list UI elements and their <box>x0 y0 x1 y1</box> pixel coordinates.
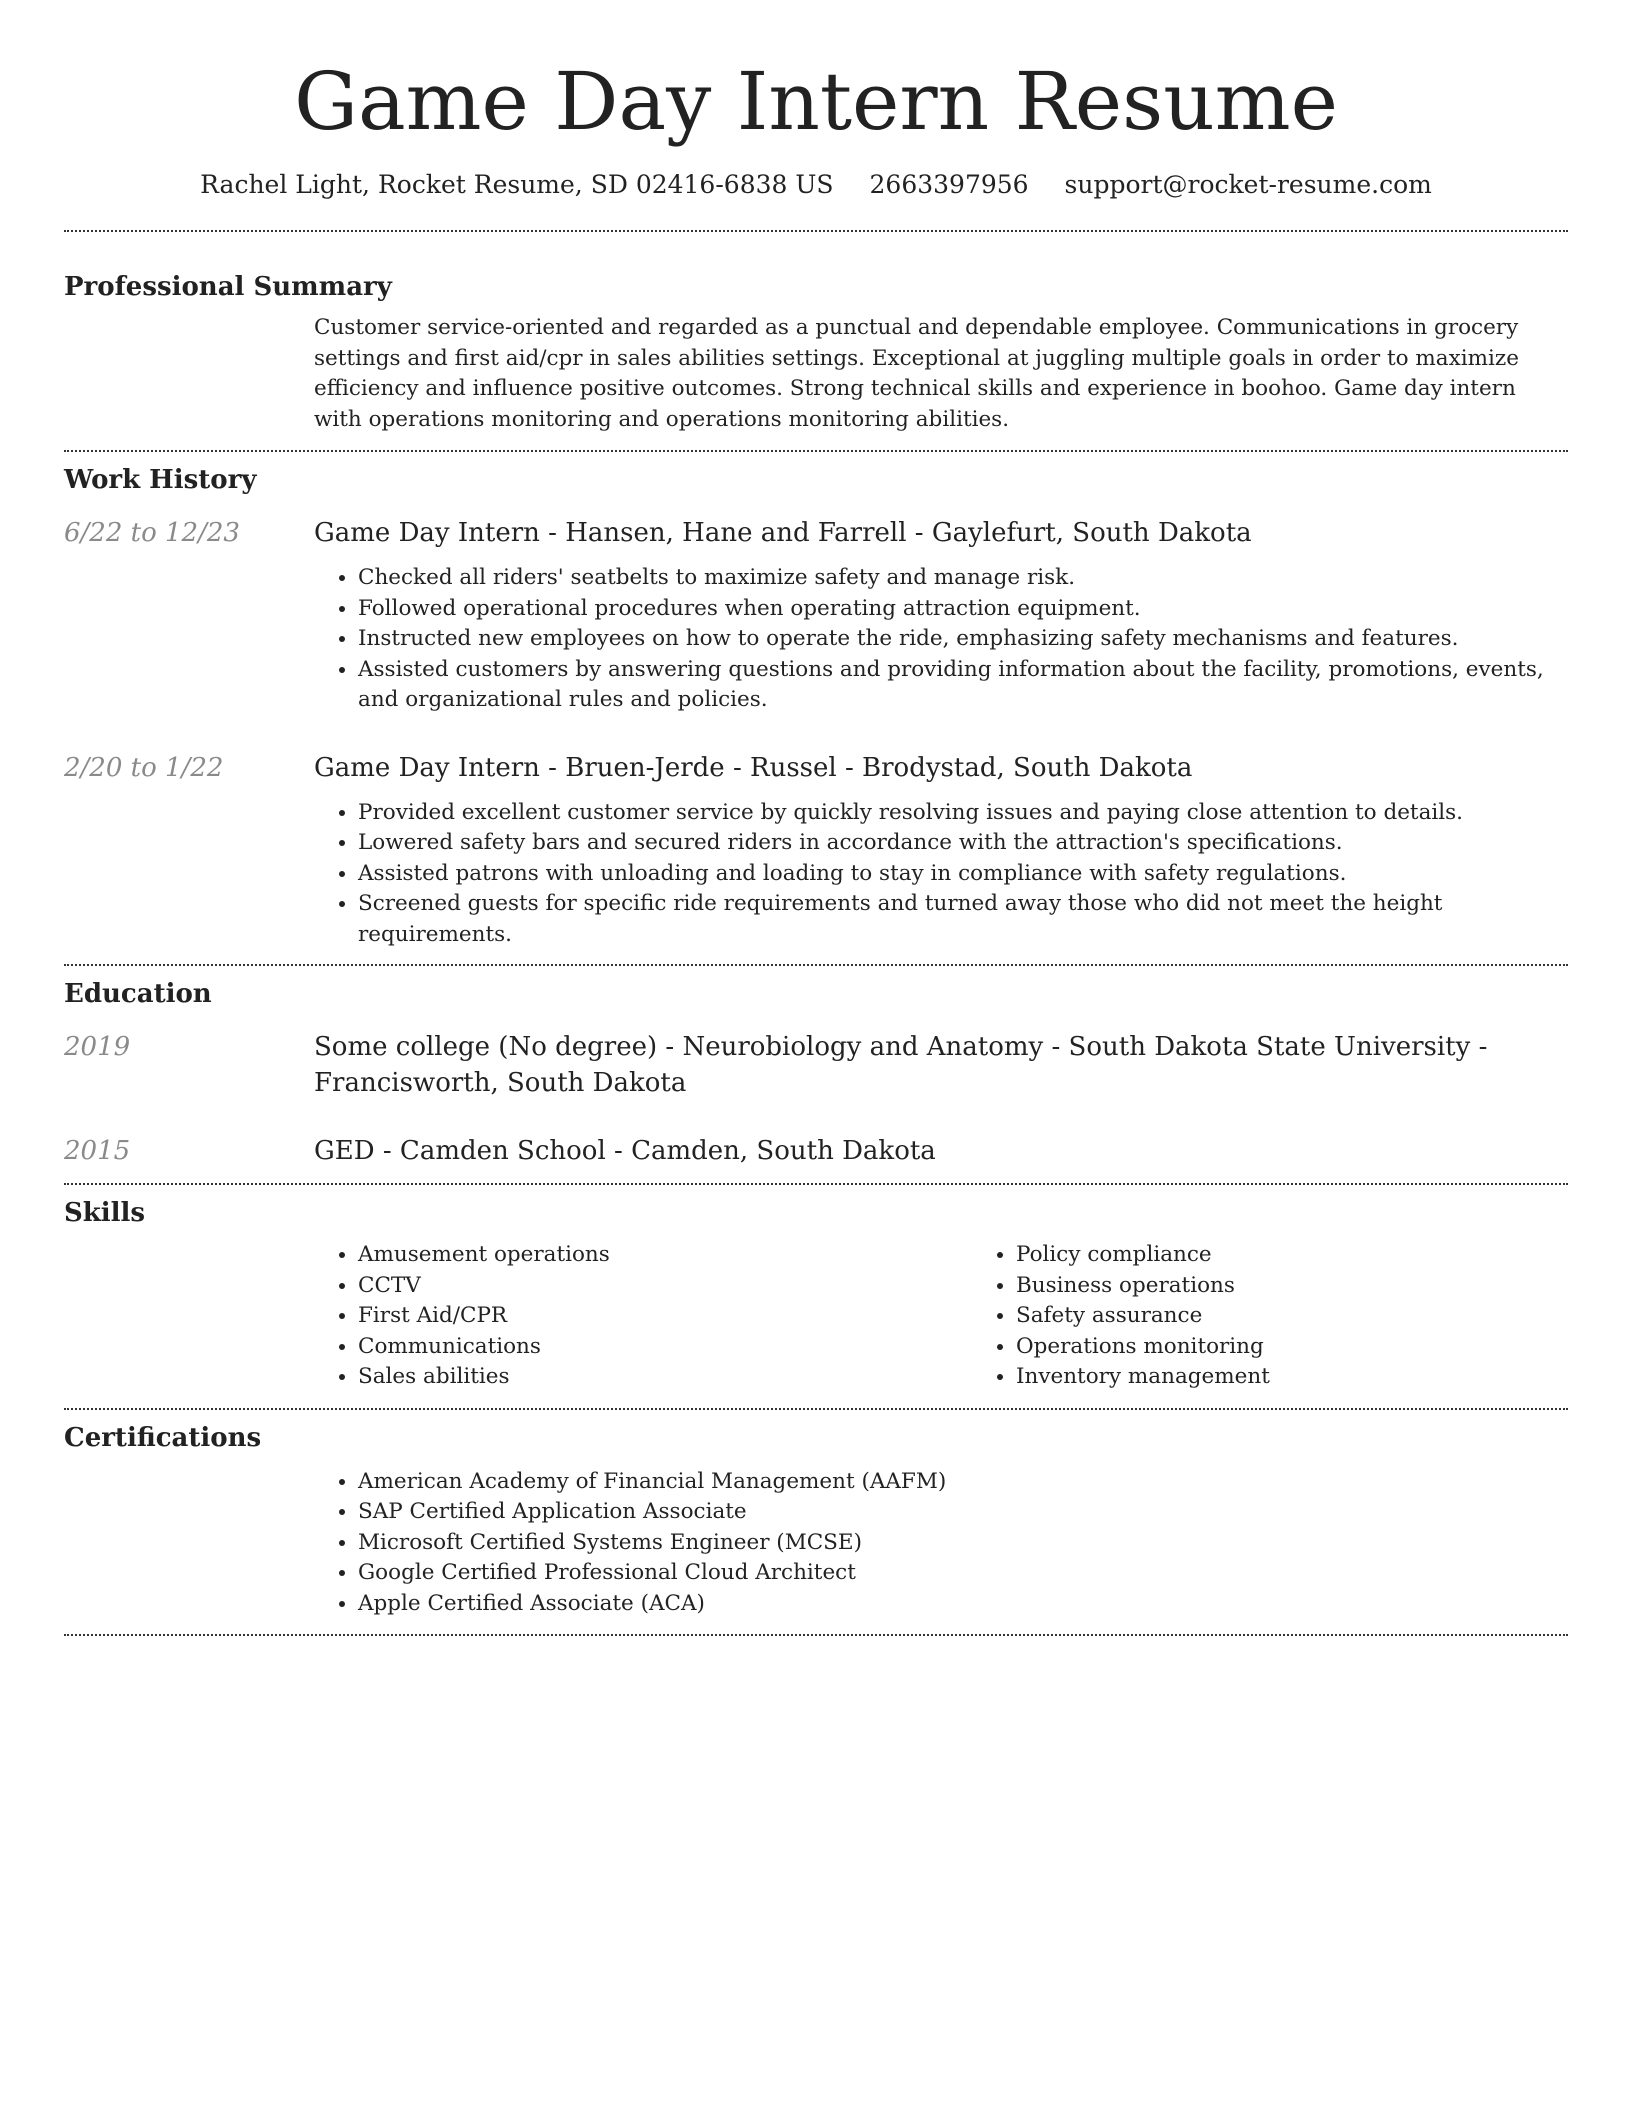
section-heading-certifications: Certifications <box>64 1422 262 1453</box>
divider <box>64 230 1568 232</box>
section-heading-summary: Professional Summary <box>64 272 392 302</box>
list-item: • Followed operational procedures when operating attraction equipment. <box>358 594 1568 625</box>
resume-title: Game Day Intern Resume <box>294 55 1338 148</box>
list-item: • SAP Certified Application Associate <box>358 1497 1568 1528</box>
job-bullets <box>314 798 1568 951</box>
divider <box>64 1183 1568 1185</box>
section-certifications <box>64 1421 1568 1620</box>
section-summary <box>64 270 1568 435</box>
list-item: • Google Certified Professional Cloud Architect <box>358 1558 1568 1589</box>
skills-list-col1 <box>314 1240 972 1393</box>
divider <box>64 964 1568 966</box>
list-item: • Checked all riders' seatbelts to maximize safety and manage risk. <box>358 563 1568 594</box>
list-item: • Instructed new employees on how to operate the ride, emphasizing safety mechanisms and features. <box>358 624 1568 655</box>
list-item: • Assisted customers by answering questions and providing information about the facility, promotions, events, and organizational rules and policies. <box>358 655 1568 716</box>
education-heading <box>314 1133 1568 1169</box>
section-heading-education: Education <box>64 979 212 1009</box>
job-title: Game Day Intern <box>314 752 540 783</box>
list-item: • Microsoft Certified Systems Engineer (MCSE) <box>358 1528 1568 1559</box>
education-year: 2019 <box>64 1032 131 1062</box>
list-item: • Apple Certified Associate (ACA) <box>358 1589 1568 1620</box>
education-school: - Camden School - Camden, South Dakota <box>374 1136 936 1166</box>
list-item: • First Aid/CPR <box>358 1301 972 1332</box>
list-item: • American Academy of Financial Management (AAFM) <box>358 1467 1568 1498</box>
job-heading <box>314 515 1568 551</box>
job-bullets <box>314 563 1568 716</box>
list-item: • Safety assurance <box>1016 1301 1270 1332</box>
education-degree: GED <box>314 1136 375 1166</box>
job-entry <box>64 750 1568 951</box>
job-dates: 6/22 to 12/23 <box>64 518 240 548</box>
section-skills <box>64 1196 1568 1393</box>
skills-list-col2 <box>972 1240 1270 1393</box>
list-item: • Policy compliance <box>1016 1240 1270 1271</box>
contact-phone: 2663397956 <box>869 170 1029 199</box>
section-education <box>64 977 1568 1169</box>
education-year: 2015 <box>64 1136 131 1166</box>
education-degree: Some college (No degree) - Neurobiology and Anatomy <box>314 1032 1044 1062</box>
contact-line <box>64 168 1568 202</box>
divider <box>64 1634 1568 1636</box>
divider <box>64 450 1568 452</box>
section-work-history <box>64 463 1568 950</box>
divider <box>64 1408 1568 1410</box>
job-title: Game Day Intern <box>314 518 540 548</box>
contact-email: support@rocket-resume.com <box>1064 170 1432 199</box>
section-heading-work: Work History <box>64 465 257 495</box>
list-item: • Operations monitoring <box>1016 1332 1270 1363</box>
education-school: - South Dakota State University - Francisworth, South Dakota <box>314 1032 1488 1098</box>
section-heading-skills: Skills <box>64 1198 146 1228</box>
summary-text: Customer service-oriented and regarded as a punctual and dependable employee. Communications in grocery settings and first aid/cpr in sales abilities settings. Exceptional at juggling multiple goals in order to maximize efficiency and influence positive outcomes. Strong technical skills and experience in boohoo. Game day intern with operations monitoring and operations monitoring abilities. <box>314 315 1519 432</box>
list-item: • Amusement operations <box>358 1240 972 1271</box>
list-item: • Communications <box>358 1332 972 1363</box>
list-item: • Business operations <box>1016 1271 1270 1302</box>
education-entry <box>64 1029 1568 1101</box>
list-item: • Sales abilities <box>358 1362 972 1393</box>
job-heading <box>314 750 1568 786</box>
skills-columns <box>314 1240 1568 1393</box>
contact-address: Rachel Light, Rocket Resume, SD 02416-6838 US <box>200 170 834 199</box>
job-entry <box>64 515 1568 716</box>
education-entry <box>64 1133 1568 1169</box>
certifications-list <box>314 1467 1568 1620</box>
job-employer: - Hansen, Hane and Farrell - Gaylefurt, South Dakota <box>539 518 1252 548</box>
list-item: • CCTV <box>358 1271 972 1302</box>
education-heading <box>314 1029 1568 1101</box>
list-item: • Assisted patrons with unloading and loading to stay in compliance with safety regulations. <box>358 859 1568 890</box>
job-employer: - Bruen-Jerde - Russel - Brodystad, South Dakota <box>539 752 1193 783</box>
job-dates: 2/20 to 1/22 <box>64 752 224 783</box>
list-item: • Lowered safety bars and secured riders in accordance with the attraction's specifications. <box>358 828 1568 859</box>
list-item: • Provided excellent customer service by quickly resolving issues and paying close attention to details. <box>358 798 1568 829</box>
list-item: • Screened guests for specific ride requirements and turned away those who did not meet the height requirements. <box>358 889 1568 950</box>
list-item: • Inventory management <box>1016 1362 1270 1393</box>
